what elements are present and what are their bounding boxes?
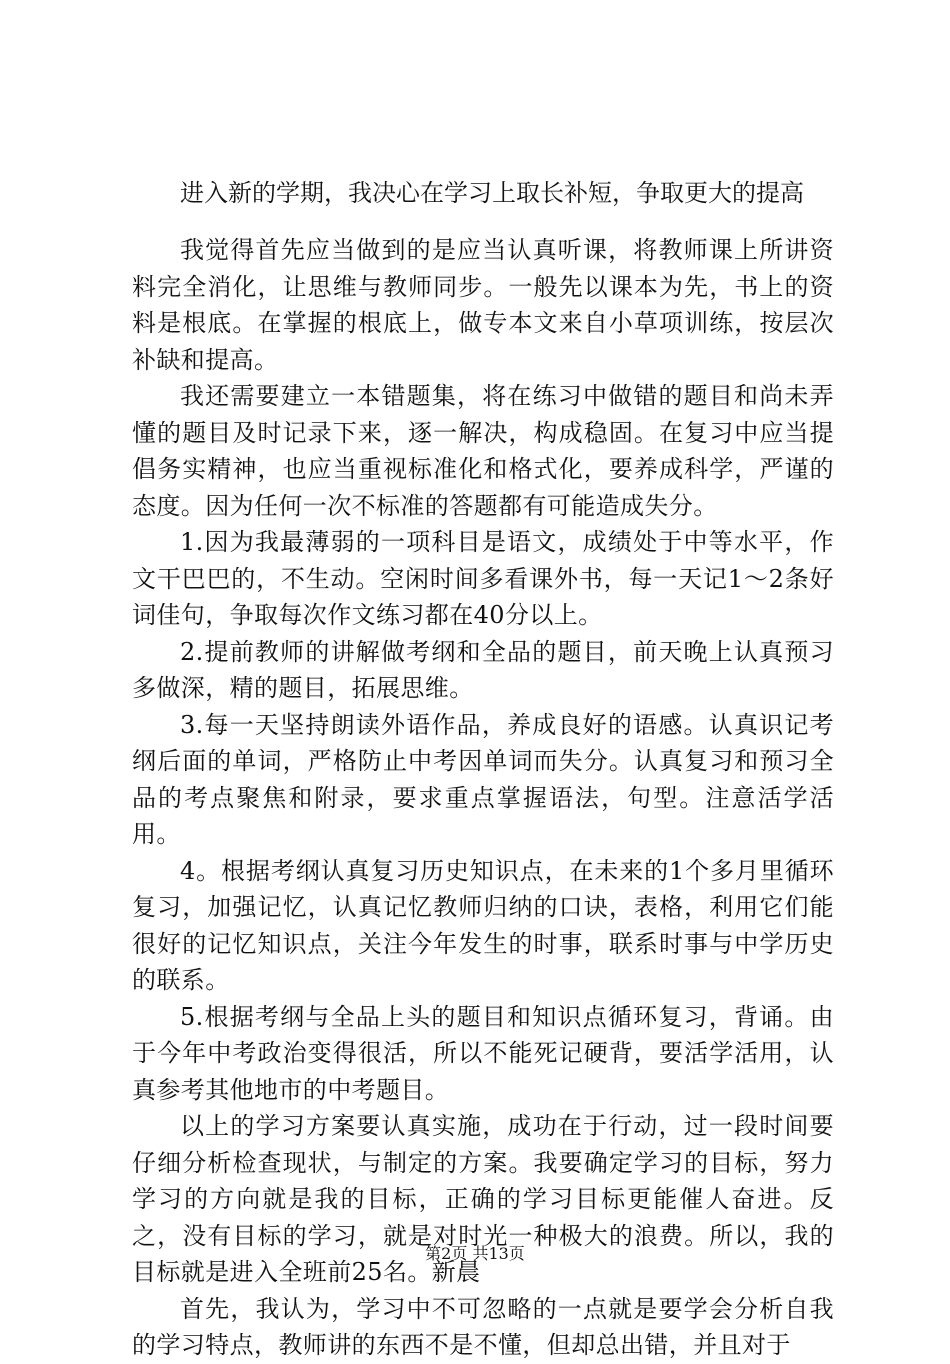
- paragraph-1: 我觉得首先应当做到的是应当认真听课，将教师课上所讲资料完全消化，让思维与教师同步。一般先以课本为先，书上的资料是根底。在掌握的根底上，做专本文来自小草项训练，按层次补缺和提高。: [132, 236, 834, 374]
- paragraph-5: 3.每一天坚持朗读外语作品，养成良好的语感。认真识记考纲后面的单词，严格防止中考因单词而失分。认真复习和预习全品的考点聚焦和附录，要求重点掌握语法，句型。注意活学活用。: [132, 710, 834, 848]
- paragraph-7: 5.根据考纲与全品上头的题目和知识点循环复习，背诵。由于今年中考政治变得很活，所以不能死记硬背，要活学活用，认真参考其他地市的中考题目。: [132, 1002, 834, 1104]
- section-heading: 进入新的学期，我决心在学习上取长补短，争取更大的提高: [180, 179, 804, 207]
- paragraph-3: 1.因为我最薄弱的一项科目是语文，成绩处于中等水平，作文干巴巴的，不生动。空闲时间多看课外书，每一天记1～2条好词佳句，争取每次作文练习都在40分以上。: [132, 528, 834, 629]
- paragraph-6: 4。根据考纲认真复习历史知识点，在未来的1个多月里循环复习，加强记忆，认真记忆教师归纳的口诀，表格，利用它们能很好的记忆知识点，关注今年发生的时事，联系时事与中学历史的联系。: [132, 856, 834, 994]
- page-number-footer: 第2页 共13页: [425, 1244, 525, 1263]
- paragraph-8: 以上的学习方案要认真实施，成功在于行动，过一段时间要仔细分析检查现状，与制定的方案。我要确定学习的目标，努力学习的方向就是我的目标，正确的学习目标更能催人奋进。反之，没有目标的学习，就是对时光一种极大的浪费。所以，我的目标就是进入全班前25名。新晨: [132, 1112, 834, 1286]
- body-text: [132, 232, 834, 1364]
- paragraph-4: 2.提前教师的讲解做考纲和全品的题目，前天晚上认真预习多做深，精的题目，拓展思维。: [132, 637, 834, 702]
- paragraph-2: 我还需要建立一本错题集，将在练习中做错的题目和尚未弄懂的题目及时记录下来，逐一解决，构成稳固。在复习中应当提倡务实精神，也应当重视标准化和格式化，要养成科学，严谨的态度。因为任何一次不标准的答题都有可能造成失分。: [132, 382, 834, 520]
- paragraph-9: 首先，我认为，学习中不可忽略的一点就是要学会分析自我的学习特点，教师讲的东西不是不懂，但却总出错，并且对于: [132, 1294, 834, 1359]
